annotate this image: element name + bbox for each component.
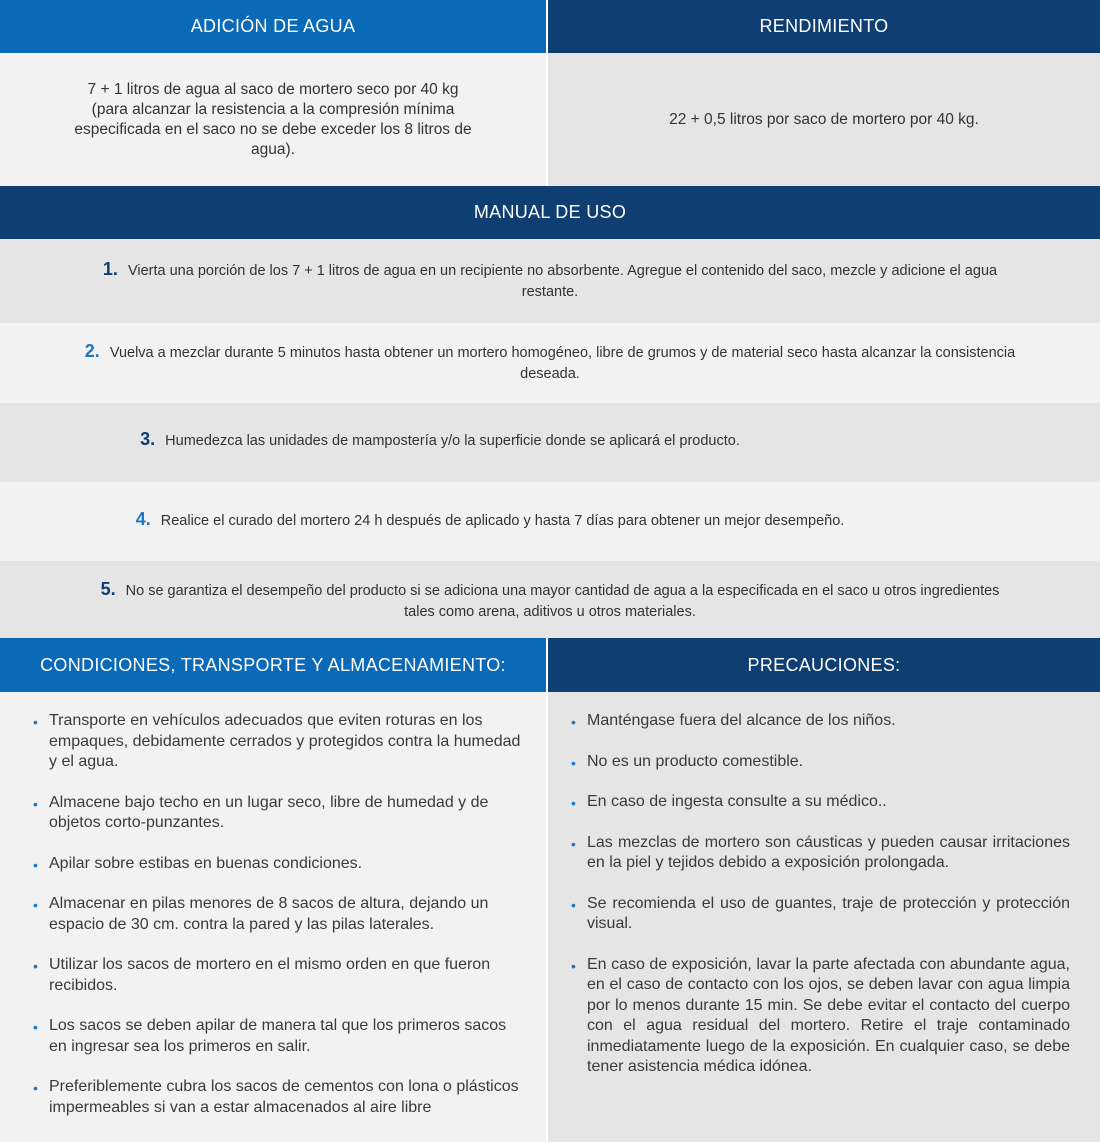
step-number: 2. [84, 341, 100, 361]
water-addition-header [0, 0, 546, 53]
bullet-icon: • [33, 714, 38, 730]
list-item: • Las mezclas de mortero son cáusticas y pueden causar irritaciones en la piel y tejidos debido a exposición prolongada. [571, 833, 1070, 871]
manual-header [0, 186, 1100, 239]
conditions-list [29, 711, 526, 1118]
yield-title: RENDIMIENTO [759, 16, 889, 36]
bullet-icon: • [33, 1080, 38, 1096]
step-number: 3. [140, 429, 156, 449]
list-item: • No es un producto comestible. [567, 752, 1070, 773]
bullet-icon: • [571, 714, 576, 730]
step-text: Vuelva a mezclar durante 5 minutos hasta obtener un mortero homogéneo, libre de grumos y de material seco hasta alcanzar la consistencia deseada. [109, 345, 1016, 382]
conditions-panel [0, 692, 546, 1142]
manual-step [0, 482, 1100, 561]
yield-cell [548, 53, 1100, 186]
bullet-icon: • [33, 958, 38, 974]
bullet-icon: • [571, 795, 576, 811]
conditions-header [0, 638, 546, 692]
yield-text: 22 + 0,5 litros por saco de mortero por 40 kg. [669, 110, 979, 128]
list-item: • Los sacos se deben apilar de manera tal que los primeros sacos en ingresar sea los primeros en salir. [33, 1017, 507, 1055]
bullet-icon: • [33, 897, 38, 913]
list-item: • En caso de ingesta consulte a su médico.. [567, 792, 1070, 813]
water-addition-title: ADICIÓN DE AGUA [190, 16, 356, 36]
step-text: Humedezca las unidades de mampostería y/o la superficie donde se aplicará el producto. [165, 433, 740, 449]
bullet-icon: • [571, 957, 576, 974]
yield-header [548, 0, 1100, 53]
step-number: 5. [100, 579, 116, 599]
list-item: • En caso de exposición, lavar la parte afectada con abundante agua, en el caso de contacto con los ojos, se deben lavar con agua limpia por lo menos durante 15 min. Se debe evitar el contacto del cuerpo con el agua residual del mortero. Retire el traje contaminado inmediatamente luego de la exposición. En cualquier caso, se debe tener asistencia médica idónea. [571, 955, 1070, 1075]
bullet-icon: • [571, 754, 576, 771]
step-text: No se garantiza el desempeño del producto si se adiciona una mayor cantidad de agua a la especificada en el saco u otros ingredientes tales como arena, aditivos u otros materiales. [125, 583, 1000, 620]
bullet-icon: • [571, 896, 576, 913]
bullet-icon: • [33, 795, 38, 812]
precautions-panel [548, 692, 1100, 1142]
list-item: • Utilizar los sacos de mortero en el mismo orden en que fueron recibidos. [33, 956, 491, 994]
conditions-title: CONDICIONES, TRANSPORTE Y ALMACENAMIENTO: [40, 654, 506, 675]
step-text: Realice el curado del mortero 24 h después de aplicado y hasta 7 días para obtener un mejor desempeño. [160, 513, 845, 529]
list-item: • Manténgase fuera del alcance de los niños. [567, 711, 1070, 732]
list-item: • Transporte en vehículos adecuados que eviten roturas en los empaques, debidamente cerrados y protegidos contra la humedad y el agua. [33, 712, 521, 770]
list-item: • Almacenar en pilas menores de 8 sacos de altura, dejando un espacio de 30 cm. contra la pared y las pilas laterales. [33, 895, 489, 933]
list-item: • Apilar sobre estibas en buenas condiciones. [29, 854, 526, 875]
precautions-header [548, 638, 1100, 692]
list-item: • Se recomienda el uso de guantes, traje de protección y protección visual. [571, 894, 1070, 932]
step-text: Vierta una porción de los 7 + 1 litros de agua en un recipiente no absorbente. Agregue el contenido del saco, mezcle y adicione el agua restante. [127, 263, 998, 300]
manual-step [0, 323, 1100, 403]
bullet-icon: • [33, 1019, 38, 1035]
manual-step [0, 403, 1100, 482]
list-item: • Almacene bajo techo en un lugar seco, libre de humedad y de objetos corto-punzantes. [33, 793, 489, 831]
water-addition-text: 7 + 1 litros de agua al saco de mortero seco por 40 kg (para alcanzar la resistencia a la compresión mínima especificada en el saco no se debe exceder los 8 litros de agua). [74, 80, 472, 158]
bullet-icon: • [33, 856, 38, 873]
bullet-icon: • [571, 835, 576, 852]
water-addition-cell [0, 53, 546, 186]
manual-step [0, 561, 1100, 638]
list-item: • Preferiblemente cubra los sacos de cementos con lona o plásticos impermeables si van a estar almacenados al aire libre [33, 1078, 519, 1116]
precautions-list [567, 711, 1070, 1078]
step-number: 1. [102, 259, 118, 279]
precautions-title: PRECAUCIONES: [747, 654, 901, 675]
step-number: 4. [135, 509, 151, 529]
manual-step [0, 239, 1100, 323]
manual-title: MANUAL DE USO [473, 202, 627, 222]
